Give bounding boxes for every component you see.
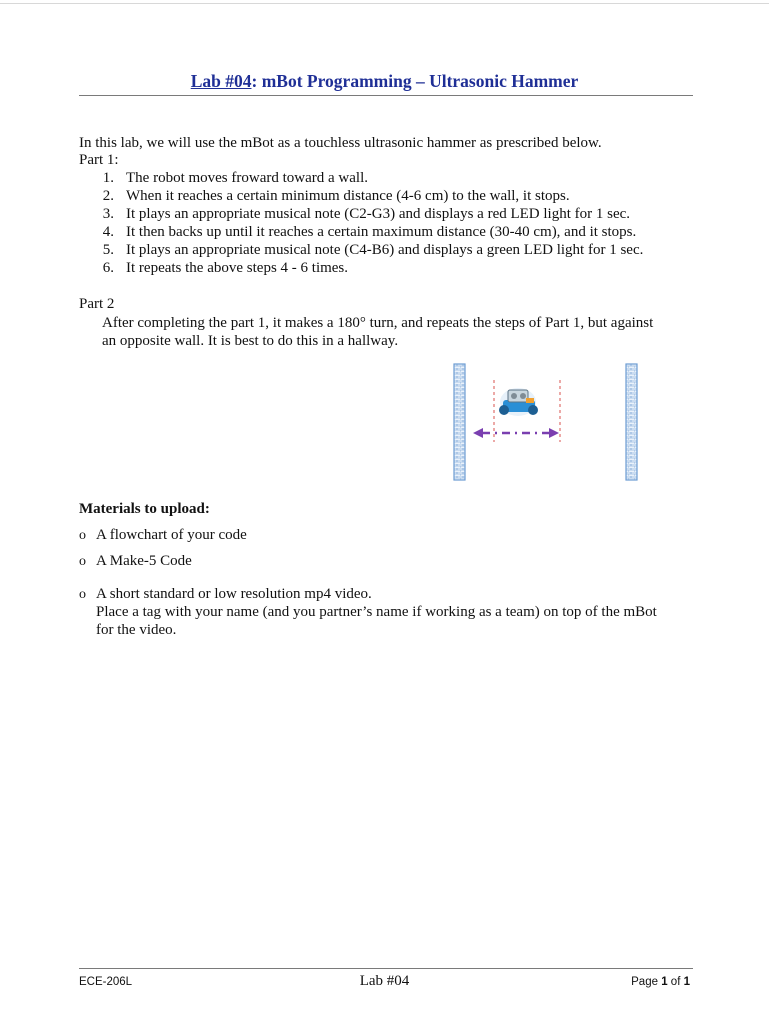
page-current: 1 (661, 976, 668, 988)
part2-text-line2: an opposite wall. It is best to do this in a hallway. (102, 333, 399, 349)
step-number: 3. (102, 206, 114, 222)
bullet-icon: o (79, 528, 86, 543)
page-prefix: Page (631, 976, 662, 988)
part2-text-line1: After completing the part 1, it makes a 180° turn, and repeats the steps of Part 1, but against (102, 315, 654, 331)
mbot-robot-icon (499, 388, 538, 416)
footer-divider (79, 968, 693, 969)
step-text: When it reaches a certain minimum distance (4-6 cm) to the wall, it stops. (126, 188, 570, 204)
lab-number: Lab #04 (190, 71, 252, 91)
step-text: The robot moves froward toward a wall. (126, 170, 369, 186)
video-note-line2: for the video. (96, 622, 177, 638)
step-text: It plays an appropriate musical note (C2-G3) and displays a red LED light for 1 sec. (126, 206, 631, 222)
footer-page-number (631, 976, 690, 988)
title-text: : mBot Programming – Ultrasonic Hammer (251, 71, 579, 91)
left-wall (454, 364, 465, 480)
part2-heading: Part 2 (79, 296, 115, 312)
materials-item-text: A flowchart of your code (96, 527, 247, 543)
travel-double-arrow (473, 428, 559, 438)
step-number: 2. (102, 188, 114, 204)
intro-text: In this lab, we will use the mBot as a touchless ultrasonic hammer as prescribed below. (79, 135, 602, 151)
right-wall (626, 364, 637, 480)
step-text: It plays an appropriate musical note (C4-B6) and displays a green LED light for 1 sec. (126, 242, 644, 258)
bullet-icon: o (79, 587, 86, 602)
step-text: It then backs up until it reaches a certain maximum distance (30-40 cm), and it stops. (126, 224, 637, 240)
page-mid: of (667, 976, 684, 988)
materials-heading: Materials to upload: (79, 501, 210, 517)
step-number: 5. (102, 242, 114, 258)
footer-lab-title: Lab #04 (359, 973, 410, 989)
step-text: It repeats the above steps 4 - 6 times. (126, 260, 349, 276)
page-total: 1 (683, 976, 690, 988)
step-number: 6. (102, 260, 114, 276)
step-number: 4. (102, 224, 114, 240)
step-number: 1. (102, 170, 114, 186)
footer-course-code: ECE-206L (79, 976, 133, 988)
part1-heading: Part 1: (79, 152, 119, 168)
page-top-border (0, 3, 769, 4)
video-note-line1: Place a tag with your name (and you partner’s name if working as a team) on top of the mBot (96, 604, 657, 620)
page-title (0, 71, 769, 92)
materials-item-text: A short standard or low resolution mp4 video. (96, 586, 372, 602)
bullet-icon: o (79, 554, 86, 569)
materials-item-text: A Make-5 Code (96, 553, 192, 569)
hallway-diagram (448, 360, 648, 484)
title-underline (79, 95, 693, 96)
